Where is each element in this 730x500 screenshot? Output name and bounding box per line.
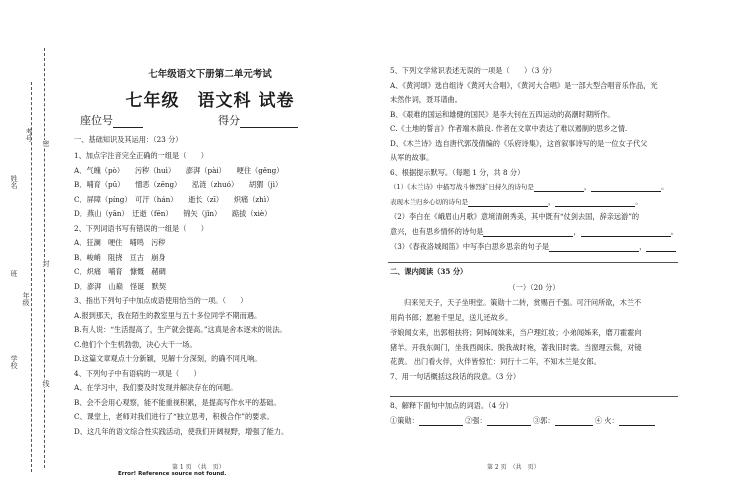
q8-item: ③郭： (532, 416, 555, 425)
passage-line: 用尚书郎；愿驰千里足，送儿还故乡。 (390, 313, 513, 322)
q6-item-text: 意兴，也有思乡情怀的诗句是 (390, 227, 484, 236)
question-4: 4、下列句子中有语病的一项是（ ） (74, 369, 201, 378)
q8-item: ②强： (465, 416, 487, 425)
question-1: 1、加点字注音完全正确的一组是（ ） (74, 151, 208, 160)
question-8: 8、解释下面句中加点的词语。（4 分） (390, 401, 513, 410)
exam-title: 七年级语文下册第二单元考试 (148, 69, 272, 80)
seat-number (80, 112, 143, 128)
q4-option: D、这几年的语文综合性实践活动，使我们开阔视野，增强了能力。 (74, 427, 289, 436)
q2-option: A．狂澜 哽住 哺鸣 污秽 (74, 238, 166, 247)
seat-label: 座位号 (80, 114, 113, 127)
q6-item: （3）《春夜洛城闻笛》中写李白思乡思亲的句子是 ， (390, 242, 676, 252)
q6-item: 表现木兰归乡心切的诗句是 ， 。 (390, 197, 643, 206)
q3-option: C.他们个个生机勃勃，决心大干一场。 (74, 340, 197, 349)
score-field (218, 112, 298, 128)
answer-blank[interactable] (534, 182, 584, 192)
seat-blank (113, 118, 143, 128)
seal-char: 密 (42, 140, 50, 147)
answer-blank[interactable] (555, 197, 635, 207)
margin-label-exam-no: 考号 (25, 128, 33, 142)
q6-item: （1）《木兰诗》中描写战斗惨烈扩日持久的诗句是 ， 。 (390, 182, 669, 191)
passage-line: 爷娘闻女来，出郭相扶将；阿姊闻妹来，当户理红妆；小弟闻姊来，磨刀霍霍向 (390, 328, 642, 337)
answer-blank[interactable] (468, 197, 548, 207)
q8-item: ①策勋： (390, 416, 419, 425)
answer-blank[interactable] (487, 416, 531, 426)
margin-label-grade: 年级 (22, 292, 30, 306)
q3-option: B.有人说：“生活提高了，生产就会提高。”这真是舍本逐末的说法。 (74, 325, 287, 334)
q5-option: D、《木兰诗》选自唐代郭茂倩编的《乐府诗集》，这首叙事诗写的是一位女子代父 (390, 139, 648, 148)
question-7: 7、用一句话概括这段话的段意。（3 分） (390, 372, 521, 381)
seal-char: 封 (42, 260, 50, 267)
passage-line: 猪羊。开我东阁门，坐我西阁床。脱我战时袍，著我旧时裳。当窗理云鬓，对镜 (390, 343, 642, 352)
q3-option: A.报到那天，我在陌生的教室里与五十多位同学不期而遇。 (74, 311, 262, 320)
page-1-footer: 第 1 页 （共 页） (172, 464, 225, 471)
question-2: 2、下列词语书写有错误的一组是（ ） (74, 224, 208, 233)
answer-blank[interactable] (619, 416, 655, 426)
q6-item-text: （1）《木兰诗》中描写战斗惨烈扩日持久的诗句是 (390, 183, 534, 191)
q1-option: C．屏障（píng） 可汗（hán） 逝长（zī） 炽痛（zhì） (74, 195, 274, 204)
q5-option: 从军的故事。 (390, 153, 434, 162)
page-2-footer: 第 2 页 （共 页） (487, 464, 540, 471)
q4-option: C、课堂上，老师对我们进行了“独立思考，积极合作”的要求。 (74, 412, 274, 421)
q8-item: ④ 火： (594, 416, 619, 425)
question-6: 6、根据提示默写。（每题 1 分，共 8 分） (390, 168, 525, 177)
margin-label-class: 班 (10, 270, 18, 277)
answer-line[interactable] (390, 396, 678, 397)
score-blank (240, 118, 298, 128)
q6-item: 意兴，也有思乡情怀的诗句是 ， 。 (390, 227, 678, 236)
q5-option: A、《黄河颂》选自组诗《黄河大合唱》，《黄河大合唱》是一部大型合唱音乐作品，光 (390, 81, 658, 90)
score-label: 得分 (218, 114, 240, 127)
answer-blank[interactable] (419, 416, 463, 426)
question-3: 3、指出下列句子中加点成语使用恰当的一项。（ ） (74, 296, 248, 305)
q2-option: D．澎湃 山巅 怪诞 默契 (74, 282, 167, 291)
answer-blank[interactable] (581, 227, 671, 237)
q2-option: C．炽痛 哺育 慷慨 赭碉 (74, 267, 166, 276)
answer-blank[interactable] (555, 416, 593, 426)
q1-option: D．燕山（yān） 迁逝（fēn） 锦矢（jǐn） 踮拔（xiè） (74, 209, 272, 218)
subsection-heading: （一）（20 分） (508, 283, 560, 292)
passage-line: 归来见天子，天子坐明堂。策勋十二转，赏赐百千强。可汗问所欲，木兰不 (404, 298, 642, 307)
answer-blank[interactable] (549, 242, 639, 252)
answer-blank[interactable] (483, 227, 573, 237)
margin-label-name: 姓名 (10, 175, 18, 189)
answer-blank[interactable] (591, 182, 661, 192)
q5-option: B、《艰难的国运和雄健的国民》是李大钊在五四运动的高潮时期所作。 (390, 110, 615, 119)
seal-char: 线 (42, 380, 50, 387)
q3-option: D.这篇文章观点十分新颖，见解十分深刻，的确不同凡响。 (74, 354, 262, 363)
q6-item: （2）李白在《峨眉山月歌》意境清朗秀美，其中既有“仗剑去国，辞亲远游”的 (390, 212, 640, 221)
q6-item-text: 表现木兰归乡心切的诗句是 (390, 198, 468, 206)
q5-option: 未然作词，聂耳谱曲。 (390, 95, 462, 104)
q6-item-text: （3）《春夜洛城闻笛》中写李白思乡思亲的句子是 (390, 242, 550, 251)
answer-blank[interactable] (646, 242, 676, 252)
main-title: 七年级 语文科 试卷 (125, 91, 295, 111)
q4-option: A、在学习中，我们要及时发现并解决存在的问题。 (74, 383, 238, 392)
q1-option: A．气魄（pò） 污秽（huì） 澎湃（pài） 哽住（gěng） (74, 166, 284, 175)
section-1-heading: 一、基础知识及其运用：（23 分） (74, 135, 183, 144)
q1-option: B．哺育（pū） 憎恶（zēng） 泓涟（zhuó） 胡猬（jì） (74, 180, 283, 189)
error-note: Error! Reference source not found. (118, 471, 227, 477)
question-5: 5、下列文学常识表述无误的一项是（ ）（3 分） (390, 66, 556, 75)
q4-option: B、会不会用心观察，能不能重视积累，是提高写作水平的基础。 (74, 398, 281, 407)
section-2-heading: 二、课内阅读（35 分） (390, 267, 468, 276)
binding-line-inner (44, 48, 45, 468)
q8-items (390, 416, 655, 426)
q2-option: B．峻峭 阻挠 亘古 崩身 (74, 253, 166, 262)
passage-line: 花黄。 出门看火伴，火伴皆惊忙：同行十二年，不知木兰是女郎。 (390, 357, 601, 366)
section-divider (388, 262, 678, 263)
margin-label-school: 学校 (10, 355, 18, 369)
q5-option: C.《土地的誓言》作者端木蕻良. 作者在文章中表达了难以遏制的思乡之情. (390, 124, 628, 133)
